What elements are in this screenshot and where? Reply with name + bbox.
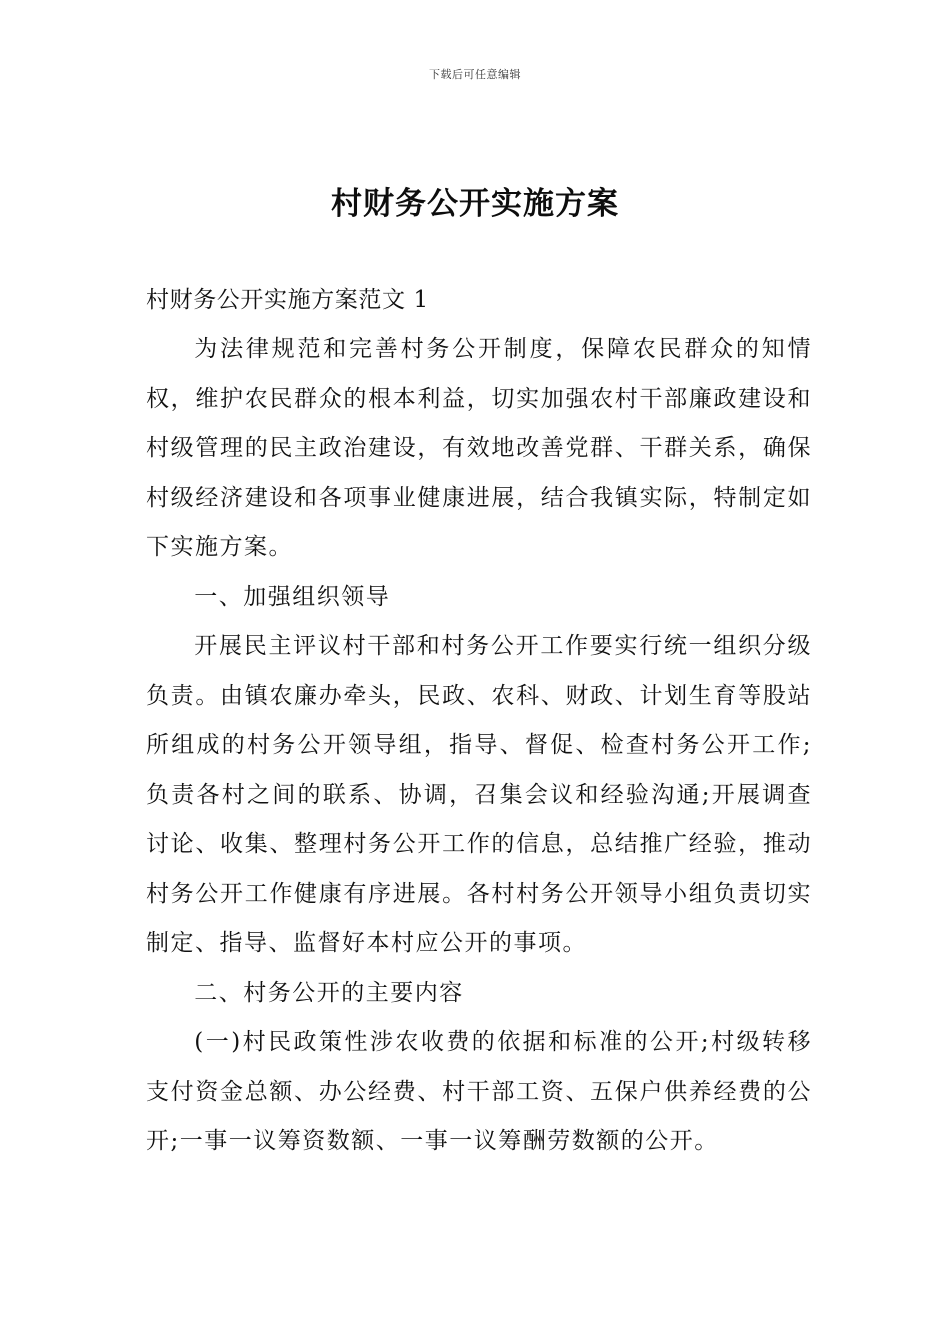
header-note: 下载后可任意编辑 — [429, 68, 521, 81]
section-1-heading: 一、加强组织领导 — [194, 583, 391, 610]
document-title: 村财务公开实施方案 — [331, 186, 619, 222]
document-subtitle: 村财务公开实施方案范文 1 — [146, 287, 429, 313]
intro-paragraph: 为法律规范和完善村务公开制度，保障农民群众的知情权，维护农民群众的根本利益，切实加强农村干部廉政建设和村级管理的民主政治建设，有效地改善党群、干群关系，确保村级经济建设和各项事业健康进展，结合我镇实际，特制定如下实施方案。 — [146, 336, 812, 560]
section-1-paragraph: 开展民主评议村干部和村务公开工作要实行统一组织分级负责。由镇农廉办牵头，民政、农科、财政、计划生育等股站所组成的村务公开领导组，指导、督促、检查村务公开工作;负责各村之间的联系、协调，召集会议和经验沟通;开展调查讨论、收集、整理村务公开工作的信息，总结推广经验，推动村务公开工作健康有序进展。各村村务公开领导小组负责切实制定、指导、监督好本村应公开的事项。 — [146, 633, 812, 956]
document-body — [146, 276, 812, 1167]
section-2-item-1: (一)村民政策性涉农收费的依据和标准的公开;村级转移支付资金总额、办公经费、村干部工资、五保户供养经费的公开;一事一议筹资数额、一事一议筹酬劳数额的公开。 — [146, 1029, 812, 1154]
section-2-heading: 二、村务公开的主要内容 — [194, 979, 464, 1006]
